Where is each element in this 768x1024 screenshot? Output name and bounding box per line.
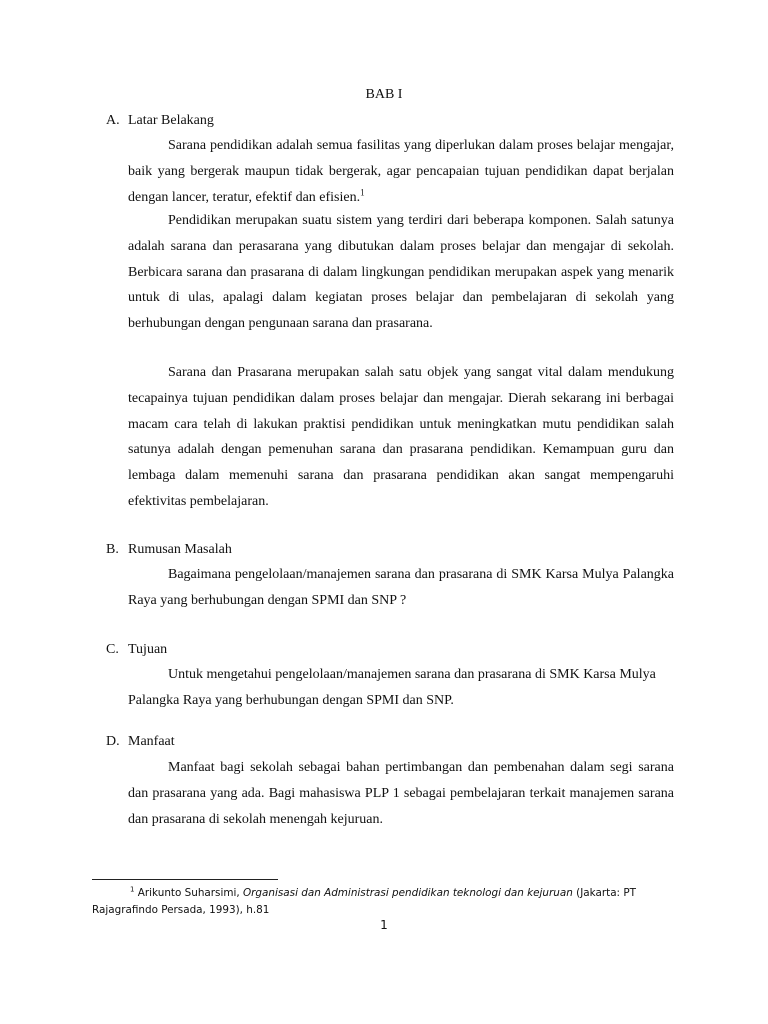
section-title: Manfaat — [128, 734, 175, 749]
footnote-author: Arikunto Suharsimi, — [137, 887, 240, 899]
paragraph-text: Sarana dan Prasarana merupakan salah satu objek yang sangat vital dalam mendukung tecapainya tujuan pendidikan dalam proses belajar dan mengajar. Dierah sekarang ini berbagai macam cara telah di lakukan praktisi pendidikan untuk meningkatkan mutu pendidikan salah satunya adalah dengan pemenuhan sarana dan prasarana pendidikan. Kemampuan guru dan lembaga dalam memenuhi sarana dan prasarana pendidikan akan sangat mempengaruhi efektivitas pembelajaran. — [128, 365, 674, 509]
page-number: 1 — [380, 918, 388, 932]
footnote-ref: 1 — [360, 186, 365, 197]
chapter-title: BAB I — [365, 87, 403, 102]
footnote-title: Organisasi dan Administrasi pendidikan teknologi dan kejuruan — [242, 887, 573, 899]
paragraph-rumusan — [128, 562, 674, 614]
paragraph-latar-3 — [128, 360, 674, 515]
paragraph-manfaat — [128, 755, 674, 832]
section-heading-rumusan-masalah — [106, 540, 232, 560]
paragraph-text: Manfaat bagi sekolah sebagai bahan pertimbangan dan pembenahan dalam segi sarana dan prasarana yang ada. Bagi mahasiswa PLP 1 sebagai pembelajaran terkait manajemen sarana dan prasarana di sekolah menengah kejuruan. — [128, 760, 674, 827]
paragraph-latar-1 — [128, 133, 674, 210]
footnote-publication: (Jakarta: PT Rajagrafindo Persada, 1993), h.81 — [92, 887, 636, 916]
section-letter: B. — [106, 542, 119, 557]
section-title: Tujuan — [128, 642, 168, 657]
footnote-separator — [92, 879, 278, 880]
section-heading-latar-belakang — [106, 111, 214, 131]
paragraph-text: Untuk mengetahui pengelolaan/manajemen sarana dan prasarana di SMK Karsa Mulya Palangka Raya yang berhubungan dengan SPMI dan SNP. — [128, 667, 656, 708]
paragraph-tujuan — [128, 662, 674, 714]
section-heading-manfaat — [106, 732, 175, 752]
section-title: Latar Belakang — [128, 113, 214, 128]
section-letter: A. — [106, 113, 120, 128]
section-letter: D. — [106, 734, 120, 749]
paragraph-latar-2 — [128, 208, 674, 337]
paragraph-text: Pendidikan merupakan suatu sistem yang terdiri dari beberapa komponen. Salah satunya adalah sarana dan perasarana yang dibutukan dalam proses belajar dan mengajar di sekolah. Berbicara sarana dan prasarana di dalam lingkungan pendidikan merupakan aspek yang menarik untuk di ulas, apalagi dalam kegiatan proses belajar dan pembelajaran di sekolah yang berhubungan dengan pengunaan sarana dan prasarana. — [128, 213, 674, 332]
section-letter: C. — [106, 642, 119, 657]
paragraph-text: Bagaimana pengelolaan/manajemen sarana dan prasarana di SMK Karsa Mulya Palangka Raya yang berhubungan dengan SPMI dan SNP ? — [128, 567, 674, 608]
footnote — [92, 885, 672, 919]
section-title: Rumusan Masalah — [128, 542, 232, 557]
section-heading-tujuan — [106, 640, 167, 660]
footnote-number: 1 — [130, 885, 135, 894]
paragraph-text: Sarana pendidikan adalah semua fasilitas yang diperlukan dalam proses belajar mengajar, baik yang bergerak maupun tidak bergerak, agar pencapaian tujuan pendidikan dapat berjalan dengan lancer, teratur, efektif dan efisien. — [128, 138, 674, 205]
